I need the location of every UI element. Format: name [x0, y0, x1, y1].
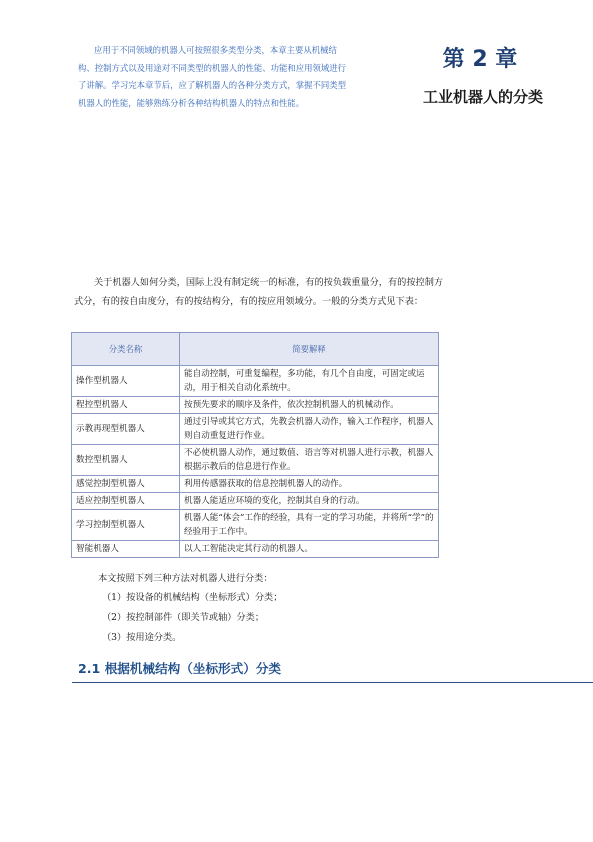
table-cell-description: 通过引导或其它方式，先教会机器人动作，输入工作程序，机器人则自动重复进行作业。	[180, 414, 439, 445]
table-header-row	[72, 333, 439, 366]
table-row	[72, 445, 439, 476]
chapter-number: 第 2 章	[442, 47, 518, 72]
list-item: （3）按用途分类。	[102, 632, 182, 643]
table-cell-description: 机器人能适应环境的变化，控制其自身的行动。	[180, 493, 439, 510]
table-cell-name: 数控型机器人	[72, 445, 180, 476]
table-row	[72, 397, 439, 414]
methods-list	[102, 588, 282, 648]
section-divider	[72, 682, 593, 683]
methods-intro-paragraph: 本文按照下列三种方法对机器人进行分类：	[98, 573, 273, 584]
chapter-title: 工业机器人的分类	[422, 88, 543, 106]
table-header-name: 分类名称	[72, 333, 180, 366]
table-cell-description: 机器人能“体会”工作的经验，具有一定的学习功能，并将所“学”的经验用于工作中。	[180, 510, 439, 541]
classification-intro-paragraph: 关于机器人如何分类，国际上没有制定统一的标准，有的按负载重量分，有的按控制方式分，有的按自由度分，有的按结构分，有的按应用领域分。一般的分类方式见下表：	[74, 277, 444, 307]
table-row	[72, 414, 439, 445]
table-cell-name: 感觉控制型机器人	[72, 476, 180, 493]
table-cell-name: 智能机器人	[72, 541, 180, 558]
table-cell-name: 适应控制型机器人	[72, 493, 180, 510]
table-row	[72, 476, 439, 493]
table-cell-name: 程控型机器人	[72, 397, 180, 414]
table-row	[72, 510, 439, 541]
table-cell-name: 示教再现型机器人	[72, 414, 180, 445]
table-cell-description: 能自动控制，可重复编程，多功能，有几个自由度，可固定或运动，用于相关自动化系统中。	[180, 366, 439, 397]
section-heading: 2.1 根据机械结构（坐标形式）分类	[78, 661, 282, 676]
table-row	[72, 493, 439, 510]
chapter-intro: 应用于不同领域的机器人可按照很多类型分类，本章主要从机械结构、控制方式以及用途对不同类型的机器人的性能、功能和应用领域进行了讲解。学习完本章节后，应了解机器人的各种分类方式，掌握不同类型机器人的性能，能够熟练分析各种结构机器人的特点和性能。	[78, 45, 346, 108]
table-cell-description: 不必使机器人动作，通过数值、语言等对机器人进行示教，机器人根据示教后的信息进行作业。	[180, 445, 439, 476]
table-cell-description: 利用传感器获取的信息控制机器人的动作。	[180, 476, 439, 493]
table-cell-description: 按预先要求的顺序及条件，依次控制机器人的机械动作。	[180, 397, 439, 414]
list-item: （1）按设备的机械结构（坐标形式）分类；	[102, 592, 283, 603]
table-cell-name: 操作型机器人	[72, 366, 180, 397]
classification-table	[71, 332, 439, 558]
table-cell-description: 以人工智能决定其行动的机器人。	[180, 541, 439, 558]
table-cell-name: 学习控制型机器人	[72, 510, 180, 541]
list-item: （2）按控制部件（即关节或轴）分类；	[102, 612, 265, 623]
table-header-description: 简要解释	[180, 333, 439, 366]
table-row	[72, 366, 439, 397]
table-row	[72, 541, 439, 558]
